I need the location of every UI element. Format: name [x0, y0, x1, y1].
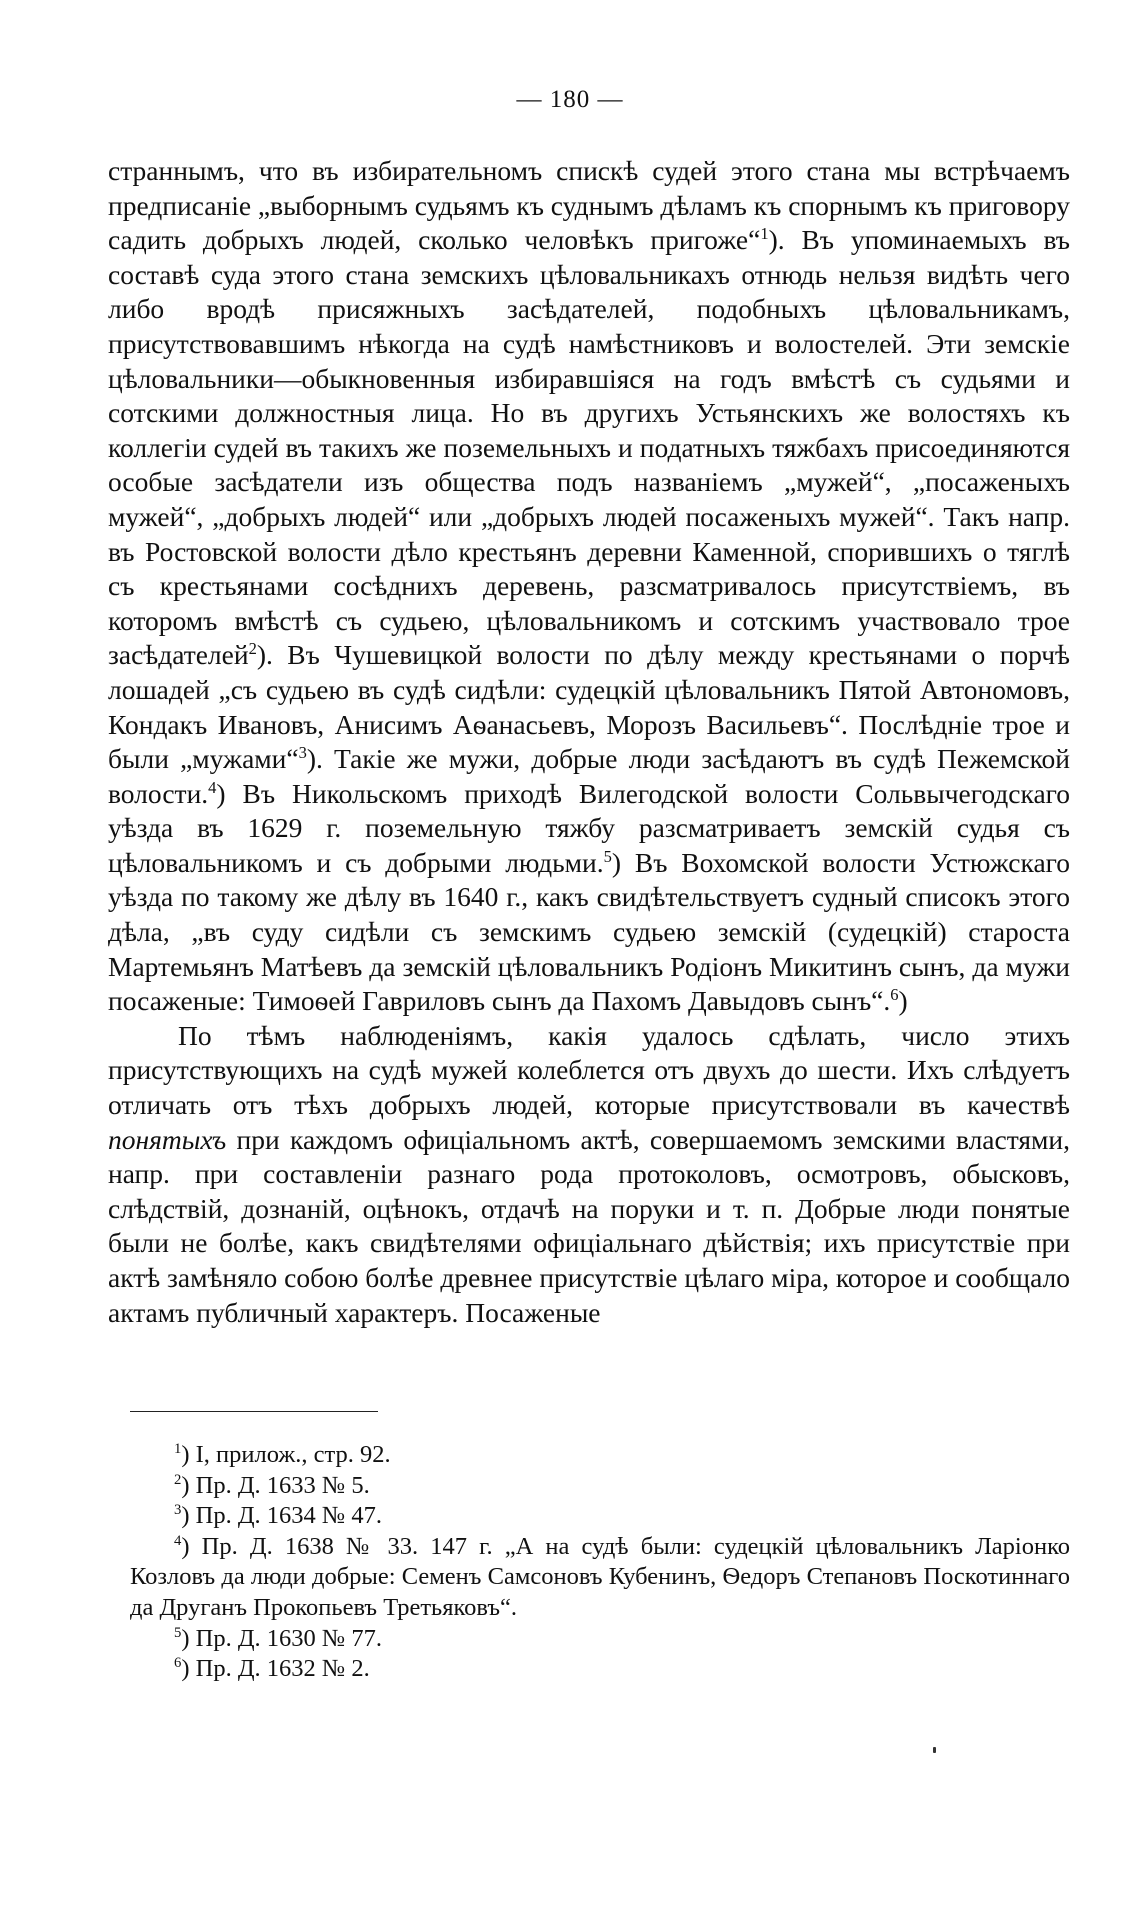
footnote-text: ) Пр. Д. 1634 № 47.: [181, 1502, 383, 1530]
paragraph-2: [108, 1019, 1070, 1330]
main-text: [108, 154, 1070, 1330]
footnote-mark: 1: [174, 1441, 182, 1458]
footnote-divider: [130, 1411, 378, 1412]
footnote-mark: 3: [174, 1502, 182, 1519]
footnote-mark: 6: [174, 1655, 182, 1672]
text-run: ). Въ Чушевицкой волости по дѣлу между крестьянами о порчѣ лошадей „съ судьею въ судѣ сидѣли: судецкій цѣловальникъ Пятой Автономовъ, Кондакъ Ивановъ, Анисимъ Аѳанасьевъ, Морозъ Васильевъ“. Послѣдніе трое и были „мужами“: [108, 639, 1070, 775]
text-run: ). Такіе же мужи, добрые люди засѣдаютъ въ судѣ Пежемской волости.: [108, 743, 1070, 809]
footnote-text: ) Пр. Д. 1632 № 2.: [181, 1655, 370, 1683]
footnote-mark: 4: [174, 1532, 182, 1549]
footnote-mark: 2: [174, 1471, 182, 1488]
paper-speck: [933, 1747, 936, 1753]
footnote-mark: 5: [174, 1624, 182, 1641]
footnote-text: ) Пр. Д. 1630 № 77.: [181, 1624, 383, 1652]
text-run: ) Въ Никольскомъ приходѣ Вилегодской волости Сольвычегодскаго уѣзда въ 1629 г. поземельную тяжбу разсматриваетъ земскій судья съ цѣловальникомъ и съ добрыми людьми.: [108, 777, 1070, 878]
footnote-3: [130, 1501, 1070, 1532]
text-run: ). Въ упоминаемыхъ въ составѣ суда этого стана земскихъ цѣловальникахъ отнюдь нельзя видѣть чего либо вродѣ присяжныхъ засѣдателей, подобныхъ цѣловальникамъ, присутствовавшимъ нѣкогда на судѣ намѣстниковъ и волостелей. Эти земскіе цѣловальники—обыкновенныя избиравшіяся на годъ вмѣстѣ съ судьями и сотскими должностныя лица. Но въ другихъ Устьянскихъ же волостяхъ къ коллегіи судей въ такихъ же поземельныхъ и податныхъ тяжбахъ присоединяются особые засѣдатели изъ общества подъ названіемъ „мужей“, „посаженыхъ мужей“, „добрыхъ людей“ или „добрыхъ людей посаженыхъ мужей“. Такъ напр. въ Ростовской волости дѣло крестьянъ деревни Каменной, спорившихъ о тяглѣ съ крестьянами сосѣднихъ деревень, разсматривалось присутствіемъ, въ которомъ вмѣстѣ съ судьею, цѣловальникомъ и сотскимъ участвовало трое засѣдателей: [108, 224, 1071, 671]
footnote-4: [130, 1532, 1070, 1624]
page-number: — 180 —: [516, 86, 624, 113]
paragraph-1: [108, 154, 1070, 1019]
footnote-ref: 4: [208, 777, 217, 797]
footnote-6: [130, 1654, 1070, 1685]
text-run: По тѣмъ наблюденіямъ, какія удалось сдѣлать, число этихъ присутствующихъ на судѣ мужей колеблется отъ двухъ до шести. Ихъ слѣдуетъ отличать отъ тѣхъ добрыхъ людей, которые присутствовали въ качествѣ: [108, 1019, 1070, 1121]
footnote-text: ) Пр. Д. 1638 № 33. 147 г. „А на судѣ были: судецкій цѣловальникъ Ларіонко Козловъ да люди добрые: Семенъ Самсоновъ Кубенинъ, Ѳедоръ Степановъ Поскотиннаго да Друганъ Прокопьевъ Третьяковъ“.: [130, 1532, 1070, 1621]
text-run: ): [898, 985, 908, 1017]
text-run: страннымъ, что въ избирательномъ спискѣ судей этого стана мы встрѣчаемъ предписаніе „выборнымъ судьямъ къ суднымъ дѣламъ къ спорнымъ къ приговору садить добрыхъ людей, сколько человѣкъ пригоже“: [108, 155, 1070, 256]
text-run: ) Въ Вохомской волости Устюжскаго уѣзда по такому же дѣлу въ 1640 г., какъ свидѣтельствуетъ судный списокъ этого дѣла, „въ суду сидѣли съ земскимъ судьею земскій (судецкій) староста Мартемьянъ Матѣевъ да земскій цѣловальникъ Родіонъ Микитинъ сынъ, да мужи посаженые: Тимоѳей Гавриловъ сынъ да Пахомъ Давыдовъ сынъ“.: [108, 846, 1070, 1017]
footnote-1: [130, 1440, 1070, 1471]
footnote-5: [130, 1624, 1070, 1655]
footnote-text: ) Пр. Д. 1633 № 5.: [181, 1471, 370, 1499]
footnote-ref: 2: [248, 639, 257, 659]
footnote-ref: 5: [603, 846, 612, 866]
footnote-ref: 6: [890, 985, 899, 1005]
footnote-2: [130, 1471, 1070, 1502]
text-run: при каждомъ офиціальномъ актѣ, совершаемомъ земскими властями, напр. при составленіи разнаго рода протоколовъ, осмотровъ, обысковъ, слѣдствій, дознаній, оцѣнокъ, отдачѣ на поруки и т. п. Добрые люди понятые были не болѣе, какъ свидѣтелями офиціальнаго дѣйствія; ихъ присутствіе при актѣ замѣняло собою болѣе древнее присутствіе цѣлаго міра, которое и сообщало актамъ публичный характеръ. Посаженые: [108, 1123, 1070, 1328]
footnotes: [130, 1440, 1070, 1685]
footnote-ref: 3: [298, 743, 307, 763]
footnote-text: ) I, прилож., стр. 92.: [181, 1441, 391, 1468]
italic-term: понятыхъ: [108, 1123, 227, 1155]
footnote-ref: 1: [760, 224, 769, 244]
